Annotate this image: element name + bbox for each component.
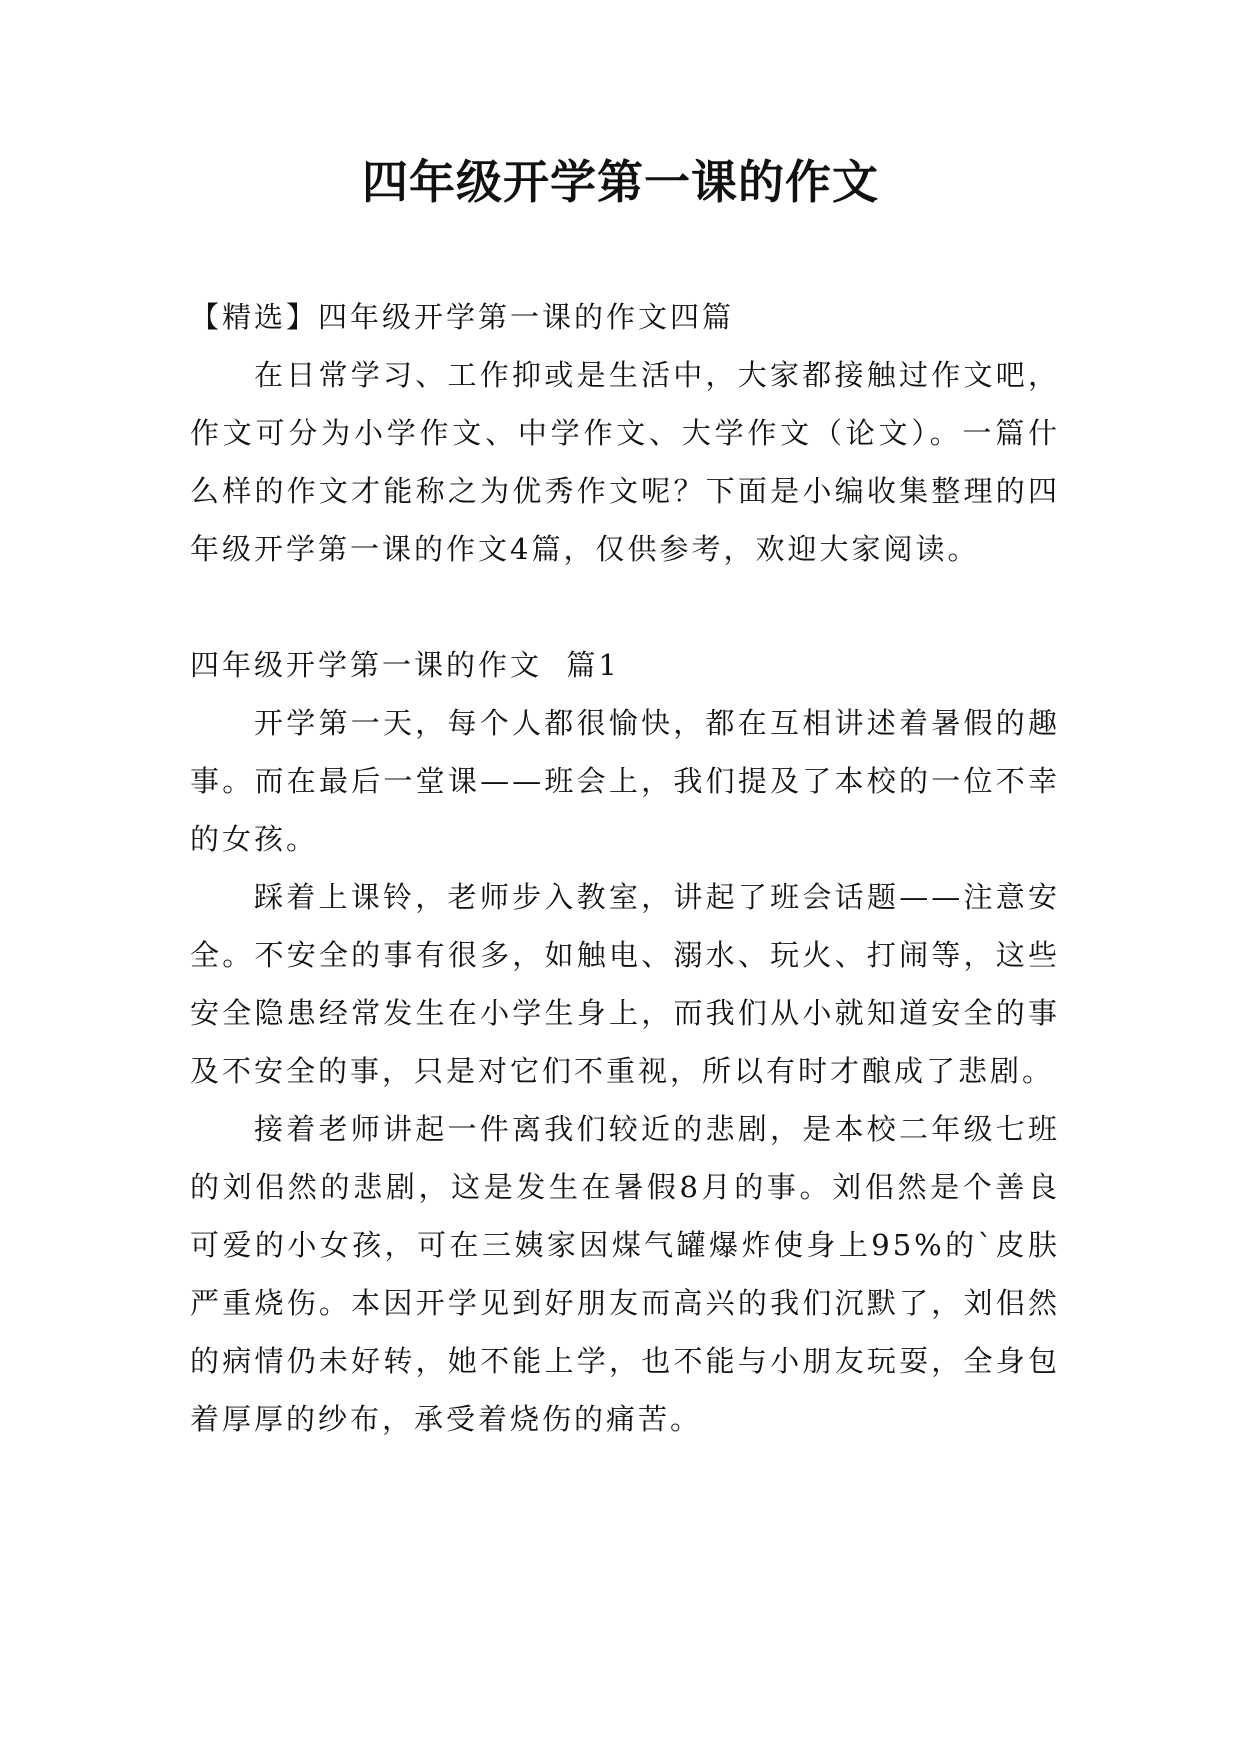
body-paragraph-2: 踩着上课铃，老师步入教室，讲起了班会话题——注意安全。不安全的事有很多，如触电、溺水、玩火、打闹等，这些安全隐患经常发生在小学生身上，而我们从小就知道安全的事及不安全的事，只是对它们不重视，所以有时才酿成了悲剧。 [190, 880, 1060, 1088]
document-title: 四年级开学第一课的作文 [362, 155, 879, 209]
body-paragraph-1: 开学第一天，每个人都很愉快，都在互相讲述着暑假的趣事。而在最后一堂课——班会上，我们提及了本校的一位不幸的女孩。 [190, 706, 1060, 856]
document-body [190, 288, 1060, 1448]
body-paragraph-3: 接着老师讲起一件离我们较近的悲剧，是本校二年级七班的刘佀然的悲剧，这是发生在暑假8月的事。刘佀然是个善良可爱的小女孩，可在三姨家因煤气罐爆炸使身上95%的`皮肤严重烧伤。本因开学见到好朋友而高兴的我们沉默了，刘佀然的病情仍未好转，她不能上学，也不能与小朋友玩耍，全身包着厚厚的纱布，承受着烧伤的痛苦。 [190, 1112, 1060, 1436]
intro-paragraph: 在日常学习、工作抑或是生活中，大家都接触过作文吧，作文可分为小学作文、中学作文、大学作文（论文）。一篇什么样的作文才能称之为优秀作文呢？下面是小编收集整理的四年级开学第一课的作文4篇，仅供参考，欢迎大家阅读。 [190, 358, 1060, 566]
section-gap [190, 578, 1060, 636]
intro-heading: 【精选】四年级开学第一课的作文四篇 [190, 300, 735, 334]
section-heading: 四年级开学第一课的作文 篇1 [190, 648, 620, 682]
